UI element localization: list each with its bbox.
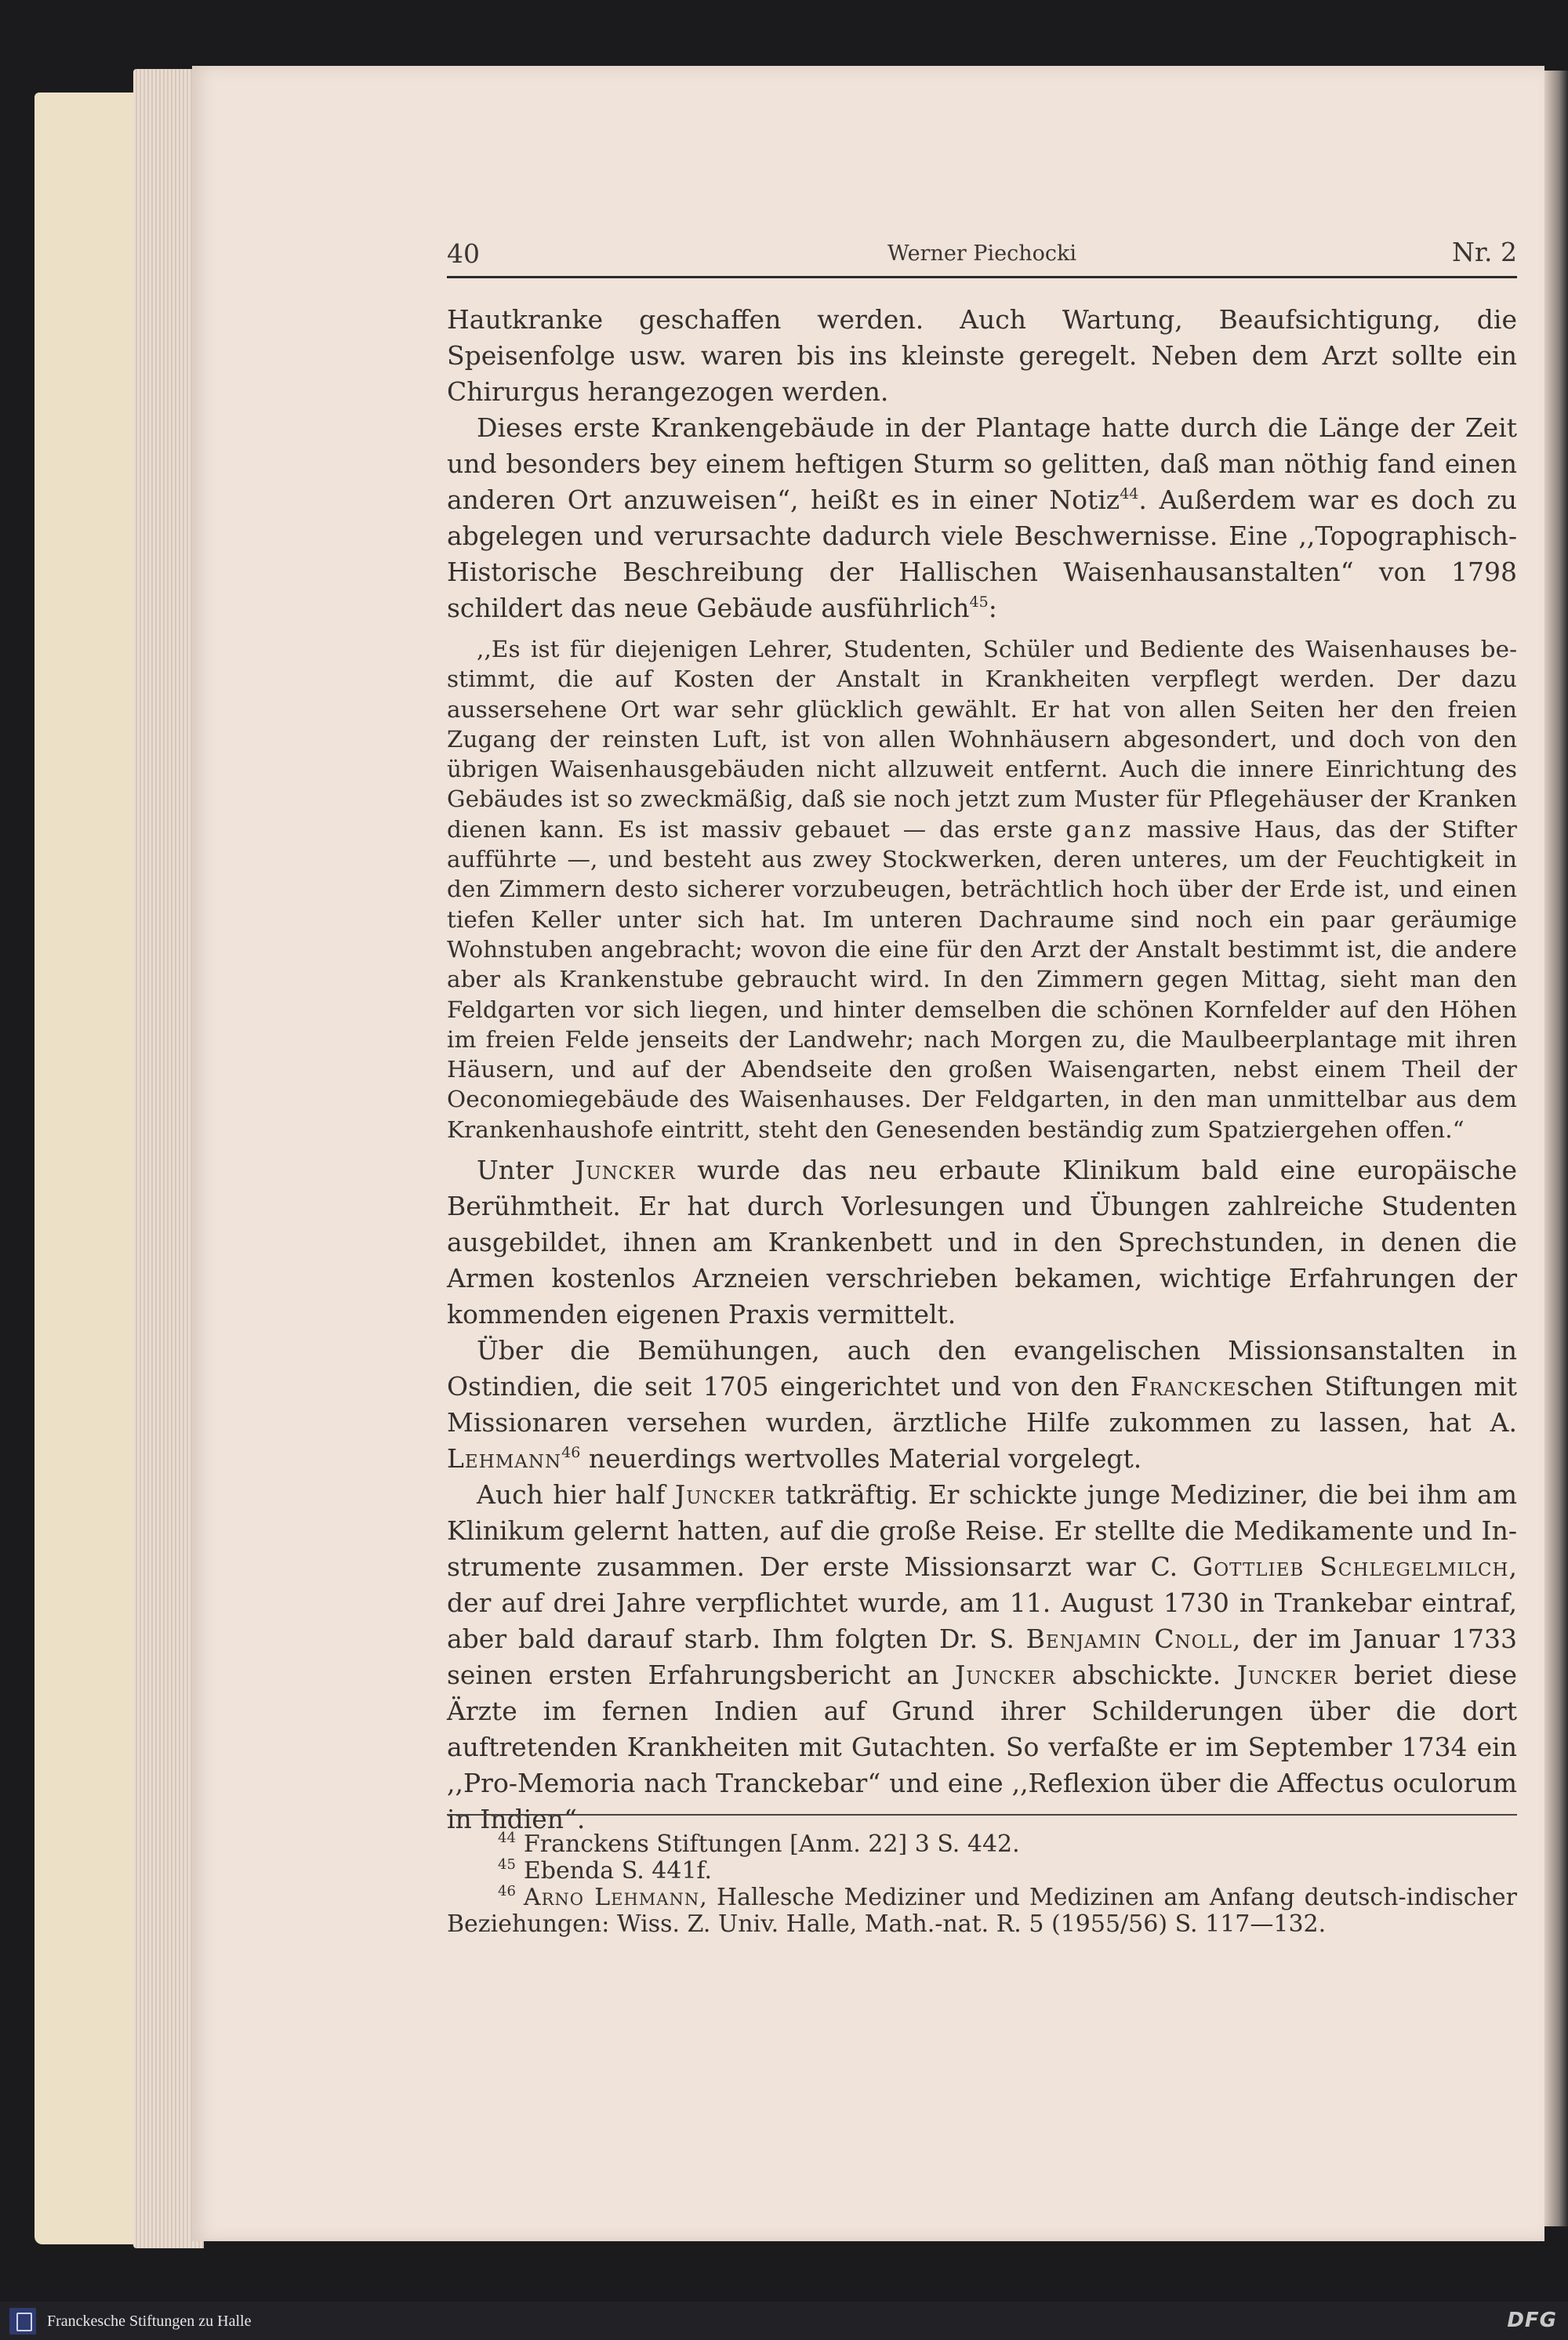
dfg-logo: DFG <box>1507 2309 1557 2332</box>
viewer-footer-bar <box>0 2302 1568 2340</box>
paragraph-2: Dieses erste Krankengebäude in der Plantage hatte durch die Länge der Zeit und besonders bey einem heftigen Sturm so gelitten, daß man nöthig fand einen anderen Ort anzuweisen“, heißt es in einer Notiz$^{44}$. Außerdem war es doch zu abgelegen und verursachte dadurch viele Beschwernisse. Eine ,,Topographisch-Historische Beschreibung der Hallischen Waisenhausanstalten“ von 1798 schildert das neue Gebäude ausführlich$^{45}$: <box>447 412 1517 623</box>
block-quotation: ,,Es ist für diejenigen Lehrer, Studenten, Schüler und Bediente des Waisenhauses bestimmt, die auf Kosten der Anstalt in Krankheiten verpflegt werden. Der dazu aussersehene Ort war sehr glücklich gewählt. Er hat von allen Seiten her den freien Zugang der reinsten Luft, ist von allen Wohnhäusern abgesondert, und doch von den übrigen Waisenhausgebäuden nicht allzuweit entfernt. Auch die innere Einrichtung des Gebäudes ist so zweckmäßig, daß sie noch jetzt zum Muster für Pflegehäuser der Kranken dienen kann. Es ist massiv gebauet — das erste ganz massive Haus, das der Stifter aufführte —, und besteht aus zwey Stockwerken, deren unteres, um der Feuchtigkeit in den Zimmern desto sicherer vorzubeugen, beträchtlich hoch über der Erde ist, und einen tiefen Keller unter sich hat. Im unteren Dachraume sind noch ein paar geräumige Wohnstuben angebracht; wovon die eine für den Arzt der Anstalt bestimmt ist, die andere aber als Krankenstube gebraucht wird. In den Zimmern gegen Mittag, sieht man den Feldgarten vor sich liegen, und hinter demselben die schönen Kornfelder auf den Höhen im freien Felde jenseits der Landwehr; nach Morgen zu, die Maulbeerplantage mit ihren Häusern, und auf der Abendseite den großen Waisengarten, nebst einem Theil der Oeconomiegebäude des Waisenhauses. Der Feldgarten, in den man unmittelbar aus dem Krankenhaushofe eintritt, steht den Genesenden beständig zum Spatziergehen offen.“ <box>447 636 1517 1143</box>
footnote-ref-45[interactable]: 45 <box>969 593 989 611</box>
person-name: Gottlieb Schlegelmilch <box>1192 1551 1509 1583</box>
footnote-rule <box>447 1814 1517 1816</box>
page-number: 40 <box>447 238 480 269</box>
person-name: Francke <box>1130 1371 1237 1402</box>
person-name: Benjamin Cnoll <box>1025 1623 1233 1655</box>
paragraph-3: Unter Juncker wurde das neu erbaute Klinikum bald eine europäische Berühmtheit. Er hat durch Vorlesungen und Übungen zahlreiche Studenten ausgebildet, ihnen am Krankenbett und in den Sprechstunden, in denen die Armen kostenlos Arzneien verschrieben bekamen, wichtige Erfahrungen der kommenden eigenen Praxis vermittelt. <box>447 1155 1517 1330</box>
running-head-author: Werner Piechocki <box>887 241 1076 266</box>
paragraph-1: Hautkranke geschaffen werden. Auch Wartung, Beaufsichtigung, die Speisenfolge usw. waren bis ins kleinste geregelt. Neben dem Arzt sollte ein Chirurgus herangezogen werden. <box>447 304 1517 407</box>
footnote-ref-46[interactable]: 46 <box>561 1444 581 1462</box>
person-name: Juncker <box>575 1155 676 1186</box>
footnote-44: $^{44}$ Franckens Stiftungen [Anm. 22] 3 S. 442. <box>498 1830 1020 1858</box>
paragraph-5: Auch hier half Juncker tatkräftig. Er schickte junge Mediziner, die bei ihm am Klinikum gelernt hatten, auf die große Reise. Er stellte die Medikamente und Instrumente zusammen. Der erste Missionsarzt war C. Gottlieb Schlegelmilch, der auf drei Jahre verpflichtet wurde, am 11. August 1730 in Trankebar eintraf, aber bald darauf starb. Ihm folgten Dr. S. Benjamin Cnoll, der im Januar 1733 seinen ersten Erfahrungsbericht an Juncker abschickte. Juncker beriet diese Ärzte im fernen Indien auf Grund ihrer Schilderungen über die dort auftretenden Krankheiten mit Gutachten. So verfaßte er im September 1734 ein ,,Pro-Memoria nach Tranckebar“ und eine ,,Reflexion über die Affectus oculorum in Indien“. <box>447 1479 1517 1835</box>
spaced-emphasis: ganz <box>1065 815 1134 843</box>
running-head <box>447 235 1517 278</box>
institution-name[interactable]: Franckesche Stiftungen zu Halle <box>47 2313 252 2330</box>
person-name: Arno Lehmann <box>523 1884 700 1911</box>
issue-number: Nr. 2 <box>1452 237 1517 267</box>
main-text <box>447 302 1517 1838</box>
book-gutter-shadow <box>1544 71 1568 2226</box>
person-name: Lehmann <box>447 1443 562 1475</box>
institution-logo-icon <box>9 2308 36 2335</box>
paragraph-4: Über die Bemühungen, auch den evangelischen Missionsanstalten in Ostindien, die seit 1705 eingerichtet und von den Franckeschen Stiftungen mit Missionaren versehen wurden, ärztliche Hilfe zukommen zu lassen, hat A. Lehmann$^{46}$ neuerdings wertvolles Material vorgelegt. <box>447 1335 1517 1475</box>
person-name: Juncker <box>955 1660 1056 1691</box>
footnote-45: $^{45}$ Ebenda S. 441f. <box>498 1856 713 1885</box>
person-name: Juncker <box>1236 1660 1338 1691</box>
person-name: Juncker <box>674 1479 776 1511</box>
footnotes <box>447 1831 1517 1938</box>
footnote-ref-44[interactable]: 44 <box>1120 485 1139 502</box>
footnote-46: $^{46}$ Arno Lehmann, Hallesche Mediziner und Medizinen am Anfang deutsch-indischer Beziehungen: Wiss. Z. Univ. Halle, Math.-nat. R. 5 (1955/56) S. 117—132. <box>447 1883 1517 1938</box>
